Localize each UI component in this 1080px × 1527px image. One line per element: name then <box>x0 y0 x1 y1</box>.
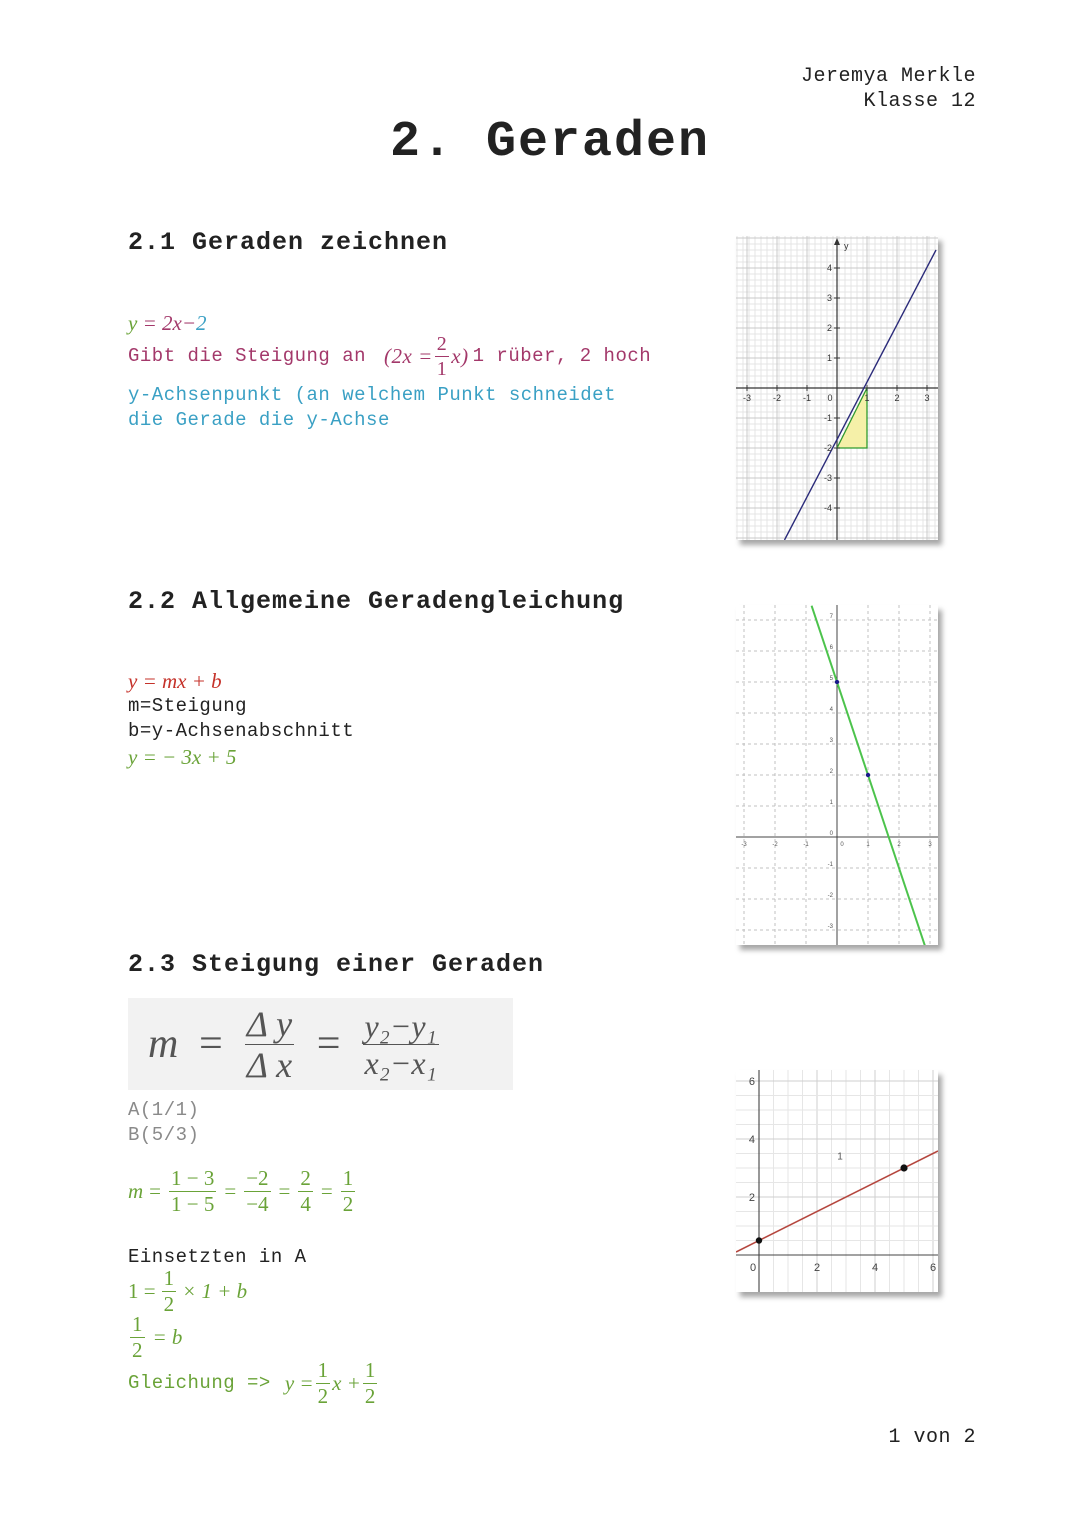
slope-explanation <box>128 334 651 379</box>
x-tick-label: 2 <box>894 393 900 403</box>
x-tick-label: 3 <box>924 393 930 403</box>
y-tick-label: 4 <box>748 1134 755 1146</box>
m-definition: m=Steigung <box>128 695 248 717</box>
slope-rest: 1 rüber, 2 hoch <box>472 345 652 367</box>
calc-m: m <box>128 1179 144 1203</box>
eq-y: y <box>128 311 138 335</box>
b-frac: $\frac{1}{2}$ <box>132 1312 143 1362</box>
slope-calculation: m = $\frac{1 - 3}{1 - 5}$ = $\frac{-2}{-4}$ = $\frac{2}{4}$ = $\frac{1}{2}$ <box>128 1166 354 1216</box>
slope-expr-open: (2x = <box>384 344 433 368</box>
calc-frac-3: $\frac{2}{4}$ <box>300 1166 311 1216</box>
x-tick-label: 2 <box>897 842 901 848</box>
final-frac-2: $\frac{1}{2}$ <box>364 1358 376 1408</box>
b-definition: b=y-Achsenabschnitt <box>128 720 355 742</box>
line-y-half-x-plus-half <box>736 1151 938 1252</box>
point-0-5 <box>835 680 839 684</box>
insert-label: Einsetzten in A <box>128 1246 307 1268</box>
x-tick-label: 0 <box>827 393 833 403</box>
x-tick-label: 6 <box>929 1262 937 1274</box>
point-b: B(5/3) <box>128 1124 200 1146</box>
x-tick-label: 4 <box>871 1262 879 1274</box>
y-tick-label: 6 <box>748 1076 755 1088</box>
section-heading-2-1: 2.1 Geraden zeichnen <box>128 228 449 257</box>
slope-formula-box <box>128 998 513 1090</box>
x-tick-label: -2 <box>772 393 782 403</box>
x-tick-label: 1 <box>864 393 870 403</box>
slope-fraction: $\frac{2}{1}$ <box>436 333 448 380</box>
x-tick-label: 2 <box>813 1262 821 1274</box>
graph-2-3 <box>736 1070 938 1292</box>
formula-eq-2: = <box>314 1021 343 1067</box>
section-heading-2-3: 2.3 Steigung einer Geraden <box>128 950 545 979</box>
graph-2-3-svg <box>736 1070 938 1292</box>
y-tick-label: 5 <box>829 676 833 682</box>
intercept-line-2: die Gerade die y-Achse <box>128 409 390 431</box>
slope-expr-close: x) <box>451 344 469 368</box>
point-5-3 <box>900 1164 907 1171</box>
formula-eq-1: = <box>196 1021 225 1067</box>
y-tick-label: 0 <box>829 831 833 837</box>
point-1-2 <box>866 773 870 777</box>
x-tick-label: -2 <box>772 842 778 848</box>
y-tick-label: -3 <box>827 924 833 930</box>
final-equation: Gleichung => y = $\frac{1}{2}$ x + $\frac{1}{2}$ <box>128 1358 376 1408</box>
calc-frac-2: $\frac{-2}{-4}$ <box>246 1166 269 1216</box>
y-tick-label: 4 <box>826 263 832 273</box>
author-name: Jeremya Merkle <box>800 65 976 88</box>
graph-2-1 <box>736 236 938 540</box>
slope-text: Gibt die Steigung an <box>128 345 367 367</box>
class-label: Klasse 12 <box>863 90 976 113</box>
slope-formula <box>148 998 441 1090</box>
y-tick-label: -1 <box>823 413 832 423</box>
calc-frac-4: $\frac{1}{2}$ <box>342 1166 354 1216</box>
y-tick-label: 2 <box>826 323 832 333</box>
intercept-line-1: y-Achsenpunkt (an welchem Punkt schneidet <box>128 384 616 406</box>
x-tick-label: 1 <box>866 842 870 848</box>
b-result: $\frac{1}{2}$ = b <box>132 1312 183 1362</box>
eq-equals: = <box>142 311 157 335</box>
y-tick-label: 1 <box>826 353 832 363</box>
y-tick-label: 1 <box>829 800 833 806</box>
page-title: 2. Geraden <box>389 114 711 171</box>
formula-coord-frac: $\frac{\text{y₂−y₁}}{\text{x₂−x₁}}$ <box>364 1007 437 1081</box>
x-tick-label: -1 <box>803 842 809 848</box>
x-tick-label: 0 <box>749 1262 757 1274</box>
formula-m: m <box>148 1021 179 1067</box>
y-tick-label: 7 <box>829 614 833 620</box>
equation-y-2x-2 <box>128 311 207 336</box>
y-tick-label: 6 <box>829 645 833 651</box>
x-tick-label: 0 <box>840 842 844 848</box>
final-label: Gleichung => <box>128 1372 271 1394</box>
graph-2-2-svg <box>736 605 938 945</box>
page-number: 1 von 2 <box>888 1426 976 1449</box>
eq-minus: − <box>181 311 196 335</box>
example-equation: y = − 3x + 5 <box>128 745 237 769</box>
section-heading-2-2: 2.2 Allgemeine Geradengleichung <box>128 587 625 616</box>
point-a: A(1/1) <box>128 1099 200 1121</box>
y-tick-label: 4 <box>829 707 833 713</box>
calc-frac-1: $\frac{1 - 3}{1 - 5}$ <box>171 1166 215 1216</box>
y-tick-label: 3 <box>826 293 832 303</box>
y-tick-label: -2 <box>827 893 833 899</box>
graph-2-2 <box>736 605 938 945</box>
author-block <box>801 64 976 114</box>
eq-slope-term: 2x <box>162 311 182 335</box>
y-tick-label: 2 <box>748 1192 755 1204</box>
annotation-label: 1 <box>837 1151 843 1163</box>
insert-equation: 1 = $\frac{1}{2}$ × 1 + b <box>128 1266 248 1316</box>
x-tick-label: -1 <box>802 393 812 403</box>
y-axis-label: y <box>844 241 849 251</box>
x-tick-label: 3 <box>928 842 932 848</box>
eq-intercept: 2 <box>196 311 207 335</box>
intercept-explanation <box>128 383 616 433</box>
y-tick-label: -3 <box>823 473 832 483</box>
y-tick-label: -4 <box>823 503 832 513</box>
y-tick-label: 3 <box>829 738 833 744</box>
formula-delta-frac: $\frac{\text{Δ y}}{\text{Δ x}}$ <box>246 1003 293 1085</box>
graph-2-1-svg <box>736 236 938 540</box>
x-tick-label: -3 <box>742 393 752 403</box>
final-frac-1: $\frac{1}{2}$ <box>317 1358 329 1408</box>
insert-frac: $\frac{1}{2}$ <box>163 1266 175 1316</box>
y-tick-label: 2 <box>829 769 833 775</box>
general-equation: y = mx + b <box>128 669 222 693</box>
x-tick-label: -3 <box>741 842 747 848</box>
y-tick-label: -2 <box>823 443 832 453</box>
point-0-0.5 <box>756 1237 762 1243</box>
y-tick-label: -1 <box>827 862 833 868</box>
